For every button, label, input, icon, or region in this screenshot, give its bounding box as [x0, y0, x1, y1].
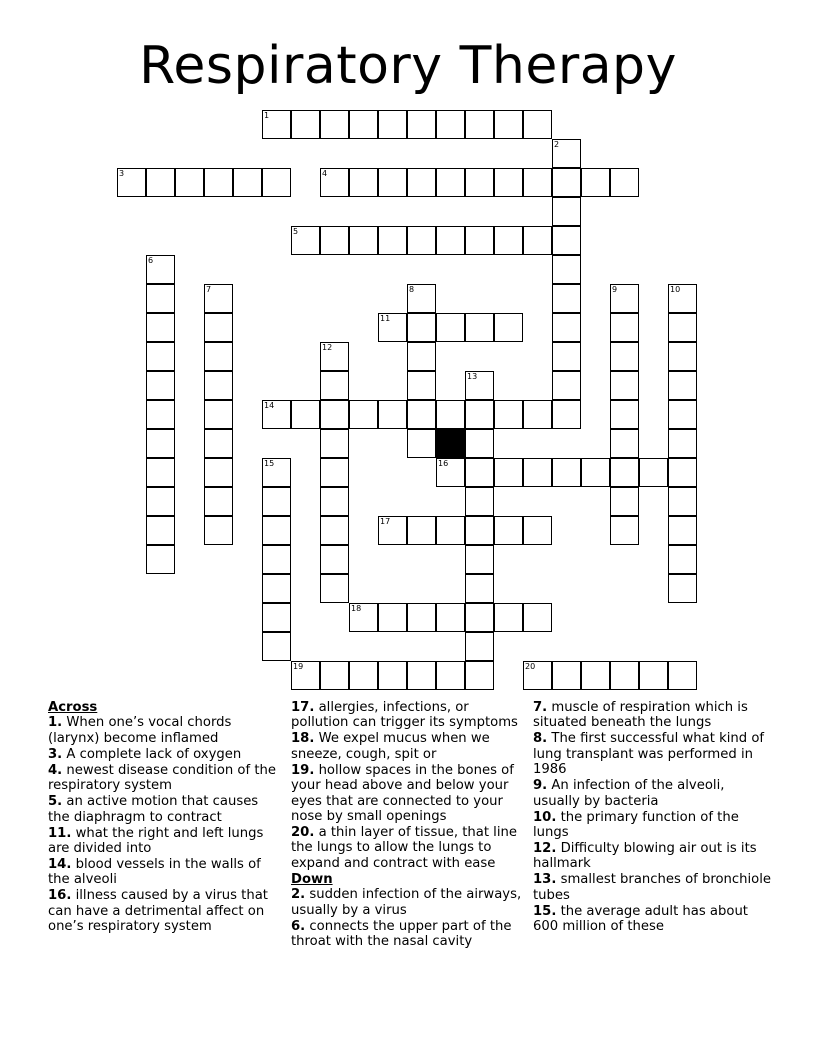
grid-cell[interactable] — [436, 226, 465, 255]
grid-cell[interactable] — [465, 545, 494, 574]
grid-cell[interactable] — [204, 487, 233, 516]
grid-cell[interactable] — [465, 371, 494, 400]
cell-number: 15 — [264, 459, 275, 468]
grid-cell[interactable] — [523, 458, 552, 487]
grid-cell[interactable] — [407, 110, 436, 139]
grid-cell[interactable] — [436, 313, 465, 342]
clue-across-14: 14. blood vessels in the walls of the alveoli — [48, 857, 261, 888]
clue-across-17: 17. allergies, infections, or pollution can trigger its symptoms — [291, 700, 518, 731]
grid-cell[interactable] — [610, 284, 639, 313]
grid-cell[interactable] — [552, 168, 581, 197]
grid-cell[interactable] — [146, 516, 175, 545]
grid-cell[interactable] — [494, 458, 523, 487]
cell-number: 7 — [206, 285, 212, 294]
grid-cell[interactable] — [407, 603, 436, 632]
grid-cell[interactable] — [349, 226, 378, 255]
grid-cell[interactable] — [436, 400, 465, 429]
grid-cell[interactable] — [523, 168, 552, 197]
grid-cell[interactable] — [552, 400, 581, 429]
grid-cell[interactable] — [465, 429, 494, 458]
grid-cell[interactable] — [262, 632, 291, 661]
grid-cell[interactable] — [262, 400, 291, 429]
grid-cell[interactable] — [204, 168, 233, 197]
grid-cell[interactable] — [378, 110, 407, 139]
grid-cell[interactable] — [407, 313, 436, 342]
grid-cell[interactable] — [552, 255, 581, 284]
clue-down-13: 13. smallest branches of bronchiole tubes — [533, 872, 772, 903]
grid-cell[interactable] — [465, 516, 494, 545]
grid-cell[interactable] — [494, 400, 523, 429]
clue-across-19: 19. hollow spaces in the bones of your head above and below your eyes that are connected to your nose by small openings — [291, 762, 514, 825]
grid-cell[interactable] — [465, 603, 494, 632]
grid-cell[interactable] — [320, 371, 349, 400]
grid-cell[interactable] — [552, 284, 581, 313]
grid-cell[interactable] — [465, 458, 494, 487]
grid-cell[interactable] — [262, 168, 291, 197]
grid-cell[interactable] — [610, 429, 639, 458]
grid-cell[interactable] — [494, 516, 523, 545]
grid-cell[interactable] — [523, 226, 552, 255]
grid-cell[interactable] — [523, 400, 552, 429]
clue-down-6: 6. connects the upper part of the throat with the nasal cavity — [291, 918, 512, 950]
cell-number: 6 — [148, 256, 154, 265]
grid-cell[interactable] — [494, 603, 523, 632]
cell-number: 14 — [264, 401, 275, 410]
grid-cell[interactable] — [320, 661, 349, 690]
clue-across-5: 5. an active motion that causes the diaphragm to contract — [48, 794, 259, 825]
clue-across-18: 18. We expel mucus when we sneeze, cough, spit or — [291, 731, 490, 762]
grid-cell[interactable] — [407, 661, 436, 690]
grid-cell[interactable] — [494, 168, 523, 197]
grid-cell[interactable] — [262, 603, 291, 632]
clues-column-2 — [291, 700, 527, 950]
clue-down-2: 2. sudden infection of the airways, usually by a virus — [291, 887, 522, 918]
grid-cell[interactable] — [610, 342, 639, 371]
grid-cell[interactable] — [610, 661, 639, 690]
clue-down-8: 8. The first successful what kind of lung transplant was performed in 1986 — [533, 731, 765, 778]
grid-cell[interactable] — [204, 458, 233, 487]
grid-cell[interactable] — [668, 487, 697, 516]
cell-number: 20 — [525, 662, 536, 671]
grid-cell[interactable] — [204, 516, 233, 545]
grid-cell[interactable] — [291, 661, 320, 690]
cell-number: 9 — [612, 285, 618, 294]
clues-column-1 — [48, 700, 284, 935]
grid-cell[interactable] — [204, 342, 233, 371]
grid-cell[interactable] — [523, 516, 552, 545]
grid-cell[interactable] — [320, 400, 349, 429]
grid-cell[interactable] — [407, 371, 436, 400]
grid-cell[interactable] — [262, 516, 291, 545]
cell-number: 5 — [293, 227, 299, 236]
grid-cell[interactable] — [552, 226, 581, 255]
cell-number: 19 — [293, 662, 304, 671]
grid-cell[interactable] — [117, 168, 146, 197]
cell-number: 8 — [409, 285, 415, 294]
grid-cell[interactable] — [465, 110, 494, 139]
grid-cell[interactable] — [320, 226, 349, 255]
grid-cell[interactable] — [552, 661, 581, 690]
grid-cell[interactable] — [552, 342, 581, 371]
grid-cell[interactable] — [436, 661, 465, 690]
grid-cell[interactable] — [436, 110, 465, 139]
grid-cell[interactable] — [320, 458, 349, 487]
grid-cell[interactable] — [668, 342, 697, 371]
grid-cell[interactable] — [378, 603, 407, 632]
grid-cell[interactable] — [175, 168, 204, 197]
cell-number: 13 — [467, 372, 478, 381]
grid-cell[interactable] — [581, 168, 610, 197]
grid-cell[interactable] — [668, 429, 697, 458]
grid-cell[interactable] — [262, 110, 291, 139]
grid-cell[interactable] — [407, 284, 436, 313]
cell-number: 11 — [380, 314, 391, 323]
grid-cell[interactable] — [204, 313, 233, 342]
grid-cell[interactable] — [552, 371, 581, 400]
grid-cell[interactable] — [668, 371, 697, 400]
grid-cell[interactable] — [407, 342, 436, 371]
clue-down-7: 7. muscle of respiration which is situated beneath the lungs — [533, 700, 748, 731]
grid-cell[interactable] — [436, 603, 465, 632]
grid-cell[interactable] — [465, 168, 494, 197]
cell-number: 3 — [119, 169, 125, 178]
cell-number: 10 — [670, 285, 681, 294]
black-cell — [436, 429, 465, 458]
grid-cell[interactable] — [610, 400, 639, 429]
grid-cell[interactable] — [639, 458, 668, 487]
grid-cell[interactable] — [349, 400, 378, 429]
grid-cell[interactable] — [465, 313, 494, 342]
grid-cell[interactable] — [146, 458, 175, 487]
clue-across-20: 20. a thin layer of tissue, that line the lungs to allow the lungs to expand and contract with ease — [291, 825, 517, 871]
grid-cell[interactable] — [291, 400, 320, 429]
grid-cell[interactable] — [378, 661, 407, 690]
grid-cell[interactable] — [581, 661, 610, 690]
grid-cell[interactable] — [610, 371, 639, 400]
across-heading: Across — [48, 700, 98, 715]
grid-cell[interactable] — [262, 545, 291, 574]
grid-cell[interactable] — [523, 661, 552, 690]
page-title: Respiratory Therapy — [139, 36, 677, 96]
grid-cell[interactable] — [436, 458, 465, 487]
cell-number: 18 — [351, 604, 362, 613]
grid-cell[interactable] — [465, 661, 494, 690]
cell-number: 16 — [438, 459, 449, 468]
grid-cell[interactable] — [523, 110, 552, 139]
grid-cell[interactable] — [436, 516, 465, 545]
grid-cell[interactable] — [320, 429, 349, 458]
grid-cell[interactable] — [146, 545, 175, 574]
grid-cell[interactable] — [349, 603, 378, 632]
grid-cell[interactable] — [378, 516, 407, 545]
clue-down-9: 9. An infection of the alveoli, usually by bacteria — [533, 778, 725, 809]
grid-cell[interactable] — [349, 661, 378, 690]
grid-cell[interactable] — [552, 458, 581, 487]
grid-cell[interactable] — [378, 313, 407, 342]
grid-cell[interactable] — [610, 516, 639, 545]
grid-cell[interactable] — [262, 458, 291, 487]
grid-cell[interactable] — [668, 574, 697, 603]
cell-number: 12 — [322, 343, 333, 352]
grid-cell[interactable] — [146, 400, 175, 429]
grid-cell[interactable] — [610, 313, 639, 342]
clue-across-16: 16. illness caused by a virus that can have a detrimental affect on one’s respiratory system — [48, 888, 268, 935]
grid-cell[interactable] — [552, 139, 581, 168]
grid-cell[interactable] — [436, 168, 465, 197]
grid-cell[interactable] — [320, 342, 349, 371]
grid-cell[interactable] — [146, 429, 175, 458]
cell-number: 4 — [322, 169, 328, 178]
grid-cell[interactable] — [407, 226, 436, 255]
grid-cell[interactable] — [320, 516, 349, 545]
grid-cell[interactable] — [146, 342, 175, 371]
grid-cell[interactable] — [146, 487, 175, 516]
grid-cell[interactable] — [320, 110, 349, 139]
grid-cell[interactable] — [610, 458, 639, 487]
grid-cell[interactable] — [204, 371, 233, 400]
grid-cell[interactable] — [552, 313, 581, 342]
grid-cell[interactable] — [407, 429, 436, 458]
grid-cell[interactable] — [204, 284, 233, 313]
grid-cell[interactable] — [233, 168, 262, 197]
grid-cell[interactable] — [349, 110, 378, 139]
grid-cell[interactable] — [610, 168, 639, 197]
cell-number: 1 — [264, 111, 270, 120]
clue-across-4: 4. newest disease condition of the respiratory system — [48, 762, 276, 794]
clue-down-10: 10. the primary function of the lungs — [533, 809, 739, 841]
grid-cell[interactable] — [291, 110, 320, 139]
grid-cell[interactable] — [668, 313, 697, 342]
clue-down-12: 12. Difficulty blowing air out is its hallmark — [533, 841, 757, 872]
down-heading: Down — [291, 871, 333, 887]
grid-cell[interactable] — [494, 110, 523, 139]
grid-cell[interactable] — [523, 603, 552, 632]
grid-cell[interactable] — [668, 284, 697, 313]
grid-cell[interactable] — [320, 487, 349, 516]
grid-cell[interactable] — [146, 255, 175, 284]
grid-cell[interactable] — [465, 226, 494, 255]
grid-cell[interactable] — [378, 226, 407, 255]
grid-cell[interactable] — [146, 313, 175, 342]
grid-cell[interactable] — [291, 226, 320, 255]
grid-cell[interactable] — [146, 168, 175, 197]
grid-cell[interactable] — [668, 545, 697, 574]
grid-cell[interactable] — [668, 400, 697, 429]
grid-cell[interactable] — [378, 400, 407, 429]
grid-cell[interactable] — [610, 487, 639, 516]
grid-cell[interactable] — [378, 168, 407, 197]
grid-cell[interactable] — [465, 400, 494, 429]
grid-cell[interactable] — [552, 197, 581, 226]
grid-cell[interactable] — [146, 371, 175, 400]
cell-number: 2 — [554, 140, 560, 149]
clue-across-11: 11. what the right and left lungs are divided into — [48, 825, 264, 857]
clue-across-3: 3. A complete lack of oxygen — [48, 746, 242, 762]
grid-cell[interactable] — [146, 284, 175, 313]
clue-across-1: 1. When one’s vocal chords (larynx) become inflamed — [48, 715, 232, 746]
grid-cell[interactable] — [320, 168, 349, 197]
grid-cell[interactable] — [465, 574, 494, 603]
grid-cell[interactable] — [668, 458, 697, 487]
grid-cell[interactable] — [407, 168, 436, 197]
grid-cell[interactable] — [494, 226, 523, 255]
grid-cell[interactable] — [407, 516, 436, 545]
grid-cell[interactable] — [262, 487, 291, 516]
grid-cell[interactable] — [349, 168, 378, 197]
grid-cell[interactable] — [262, 574, 291, 603]
grid-cell[interactable] — [320, 545, 349, 574]
grid-cell[interactable] — [581, 458, 610, 487]
grid-cell[interactable] — [204, 429, 233, 458]
grid-cell[interactable] — [204, 400, 233, 429]
grid-cell[interactable] — [407, 400, 436, 429]
grid-cell[interactable] — [668, 516, 697, 545]
grid-cell[interactable] — [668, 661, 697, 690]
grid-cell[interactable] — [320, 574, 349, 603]
grid-cell[interactable] — [494, 313, 523, 342]
grid-cell[interactable] — [465, 632, 494, 661]
cell-number: 17 — [380, 517, 391, 526]
clue-down-15: 15. the average adult has about 600 million of these — [533, 903, 748, 935]
clues-column-3 — [533, 700, 773, 935]
grid-cell[interactable] — [639, 661, 668, 690]
grid-cell[interactable] — [465, 487, 494, 516]
